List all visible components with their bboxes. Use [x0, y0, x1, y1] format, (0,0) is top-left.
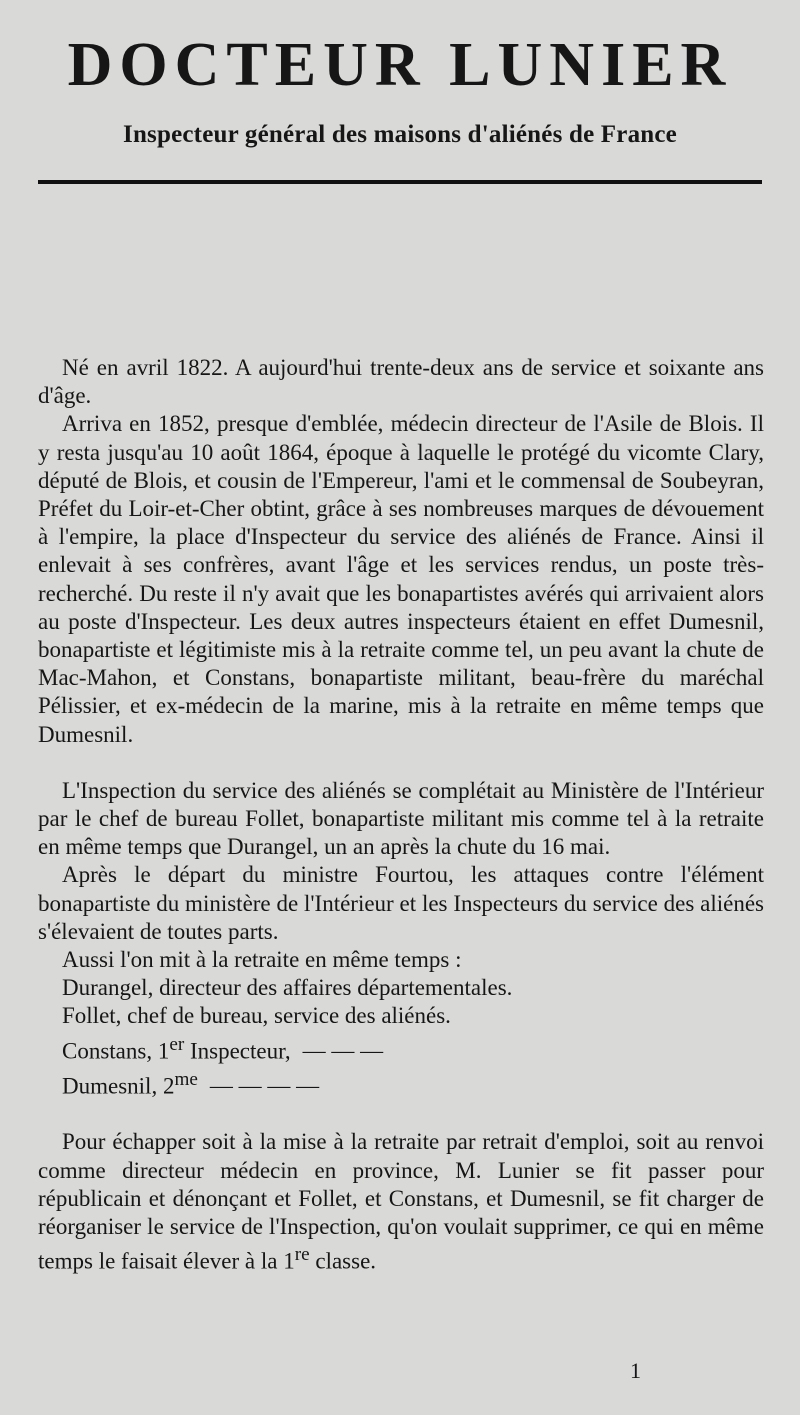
ordinal-suffix: er [169, 1033, 185, 1055]
list-intro: Aussi l'on mit à la retraite en même temps : [62, 947, 462, 973]
page-title: DOCTEUR LUNIER [67, 31, 733, 99]
page-number: 1 [630, 1358, 641, 1383]
list-item: Follet, chef de bureau, service des aliénés. [62, 1003, 451, 1029]
paragraph-inspection: L'Inspection du service des aliénés se complétait au Ministère de l'Intérieur par le chef de bureau Follet, bonapartiste militant mis comme tel à la retraite en même temps que Durangel, un an après la chute du 16 mai. [38, 777, 764, 860]
document-body [38, 354, 764, 1276]
page-subtitle: Inspecteur général des maisons d'aliénés de France [123, 121, 677, 148]
paragraph-text: classe. [309, 1248, 377, 1274]
paragraph-career: Arriva en 1852, presque d'emblée, médecin directeur de l'Asile de Blois. Il y resta jusqu'au 10 août 1864, époque à laquelle le protégé du vicomte Clary, député de Blois, et cousin de l'Empereur, l'ami et le commensal de Soubeyran, Préfet du Loir-et-Cher obtint, grâce à ses nombreuses marques de dévouement à l'empire, la place d'Inspecteur du service des aliénés de France. Ainsi il enlevait à ses confrères, avant l'âge et les services rendus, un poste très-recherché. Du reste il n'y avait que les bonapartistes avérés qui arrivaient alors au poste d'Inspecteur. Les deux autres inspecteurs étaient en effet Dumesnil, bonapartiste et légitimiste mis à la retraite comme tel, un peu avant la chute de Mac-Mahon, et Constans, bonapartiste militant, beau-frère du maréchal Pélissier, et ex-médecin de la marine, mis à la retraite en même temps que Dumesnil. [38, 411, 764, 747]
list-item [38, 1031, 764, 1066]
ordinal-suffix: re [294, 1244, 310, 1266]
list-item [38, 1066, 764, 1101]
ditto-dashes: — — — [302, 1038, 384, 1064]
list-item: Durangel, directeur des affaires départementales. [62, 975, 513, 1001]
retirement-list [38, 946, 764, 1100]
paragraph-escape [38, 1128, 764, 1276]
list-item-role: Inspecteur, [184, 1038, 291, 1064]
paragraph-attacks: Après le départ du ministre Fourtou, les attaques contre l'élément bonapartiste du ministère de l'Intérieur et les Inspecteurs du service des aliénés s'élevaient de toutes parts. [38, 862, 764, 944]
ordinal-suffix: me [174, 1068, 198, 1090]
title-divider [38, 180, 762, 184]
paragraph-birth: Né en avril 1822. A aujourd'hui trente-deux ans de service et soixante ans d'âge. [38, 355, 764, 409]
list-item-name: Dumesnil, 2 [62, 1073, 175, 1099]
paragraph-text: Pour échapper soit à la mise à la retraite par retrait d'emploi, soit au renvoi comme directeur médecin en province, M. Lunier se fit passer pour républicain et dénonçant et Follet, et Constans, et Dumesnil, se fit charger de réorganiser le service de l'Inspection, qu'on voulait supprimer, ce qui en même temps le faisait élever à la 1 [38, 1129, 764, 1274]
ditto-dashes: — — — — [209, 1073, 320, 1099]
list-item-name: Constans, 1 [62, 1038, 170, 1064]
